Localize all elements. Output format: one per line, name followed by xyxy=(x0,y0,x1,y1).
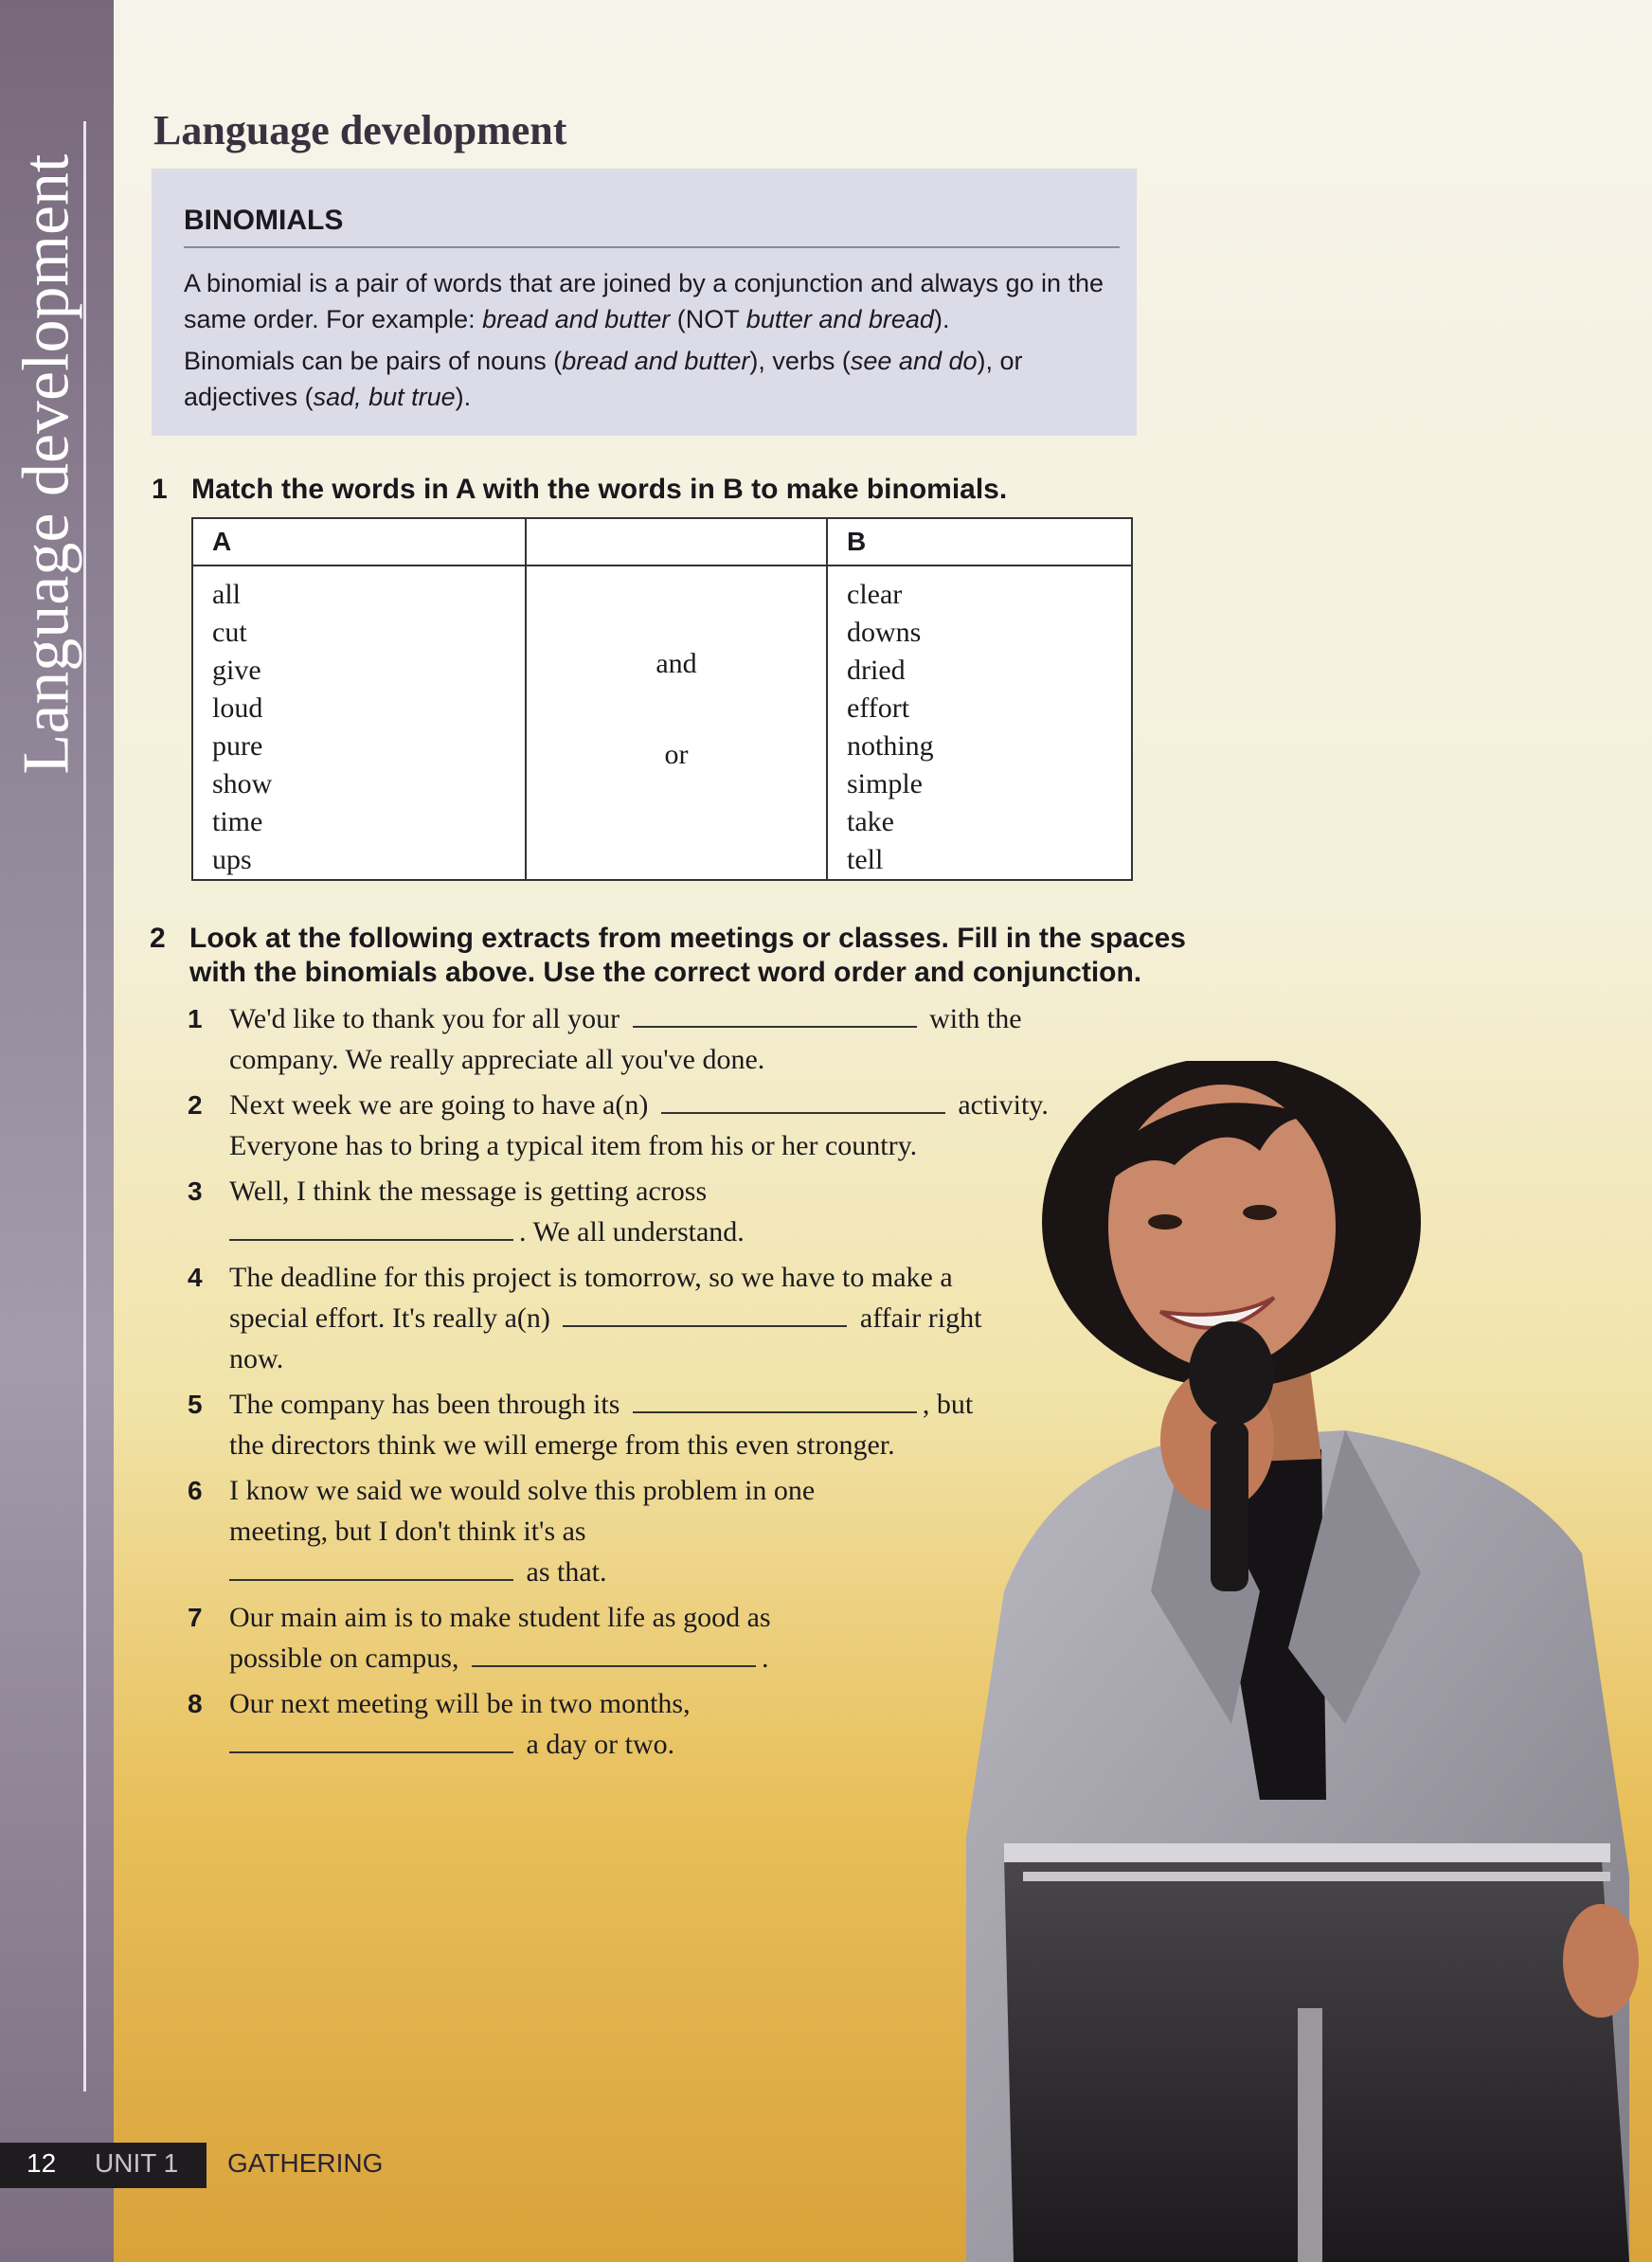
item-text: activity. Everyone has to bring a typical item from his or her country. xyxy=(229,1089,1049,1161)
answer-blank[interactable] xyxy=(229,1727,513,1753)
conjunction-or: or xyxy=(664,739,689,770)
box-paragraph-1 xyxy=(184,265,1122,337)
binomials-table xyxy=(191,517,1133,881)
list-item: tell xyxy=(847,844,884,875)
item-number: 1 xyxy=(188,1004,203,1033)
item-number: 8 xyxy=(188,1689,203,1718)
column-a xyxy=(192,566,526,880)
section-label: GATHERING xyxy=(227,2148,384,2178)
unit-label: UNIT 1 xyxy=(95,2148,179,2178)
exercise-number: 2 xyxy=(150,923,166,954)
answer-blank[interactable] xyxy=(472,1641,756,1667)
item-text: We'd like to thank you for all your xyxy=(229,1003,620,1034)
page-title: Language development xyxy=(153,107,567,153)
text-run: Binomials can be pairs of nouns ( xyxy=(184,347,563,375)
list-item: simple xyxy=(847,768,923,799)
example-italic: sad, but true xyxy=(313,383,456,411)
item-text: a day or two. xyxy=(526,1729,675,1760)
answer-blank[interactable] xyxy=(633,1001,917,1028)
exercise-2-items xyxy=(178,998,1106,1769)
list-item: give xyxy=(212,655,261,686)
text-run: A binomial is a pair of words that are joined by a conjunction and always go in the same order. For example: xyxy=(184,269,1104,333)
text-run: ), or adjectives ( xyxy=(184,347,1023,411)
item-text: Well, I think the message is getting across xyxy=(229,1176,708,1207)
list-item xyxy=(178,1257,1025,1379)
list-item: effort xyxy=(847,692,910,724)
text-run: ), verbs ( xyxy=(749,347,851,375)
text-run: ). xyxy=(455,383,472,411)
conjunction-and: and xyxy=(655,648,697,679)
list-item: ups xyxy=(212,844,252,875)
column-b xyxy=(827,566,1132,880)
sidebar-title xyxy=(10,114,83,815)
item-text: The deadline for this project is tomorrow, so we have to make a special effort. It's really a(n) xyxy=(229,1262,953,1334)
conjunction-header xyxy=(526,518,827,566)
exercise-instruction: Match the words in A with the words in B to make binomials. xyxy=(191,474,1008,505)
example-italic: bread and butter xyxy=(482,305,671,333)
column-b-header: B xyxy=(827,518,1132,566)
item-number: 5 xyxy=(188,1390,203,1419)
list-item xyxy=(178,1597,854,1679)
page-number: 12 xyxy=(27,2148,57,2178)
exercise-instruction-line-2: with the binomials above. Use the correct word order and conjunction. xyxy=(189,957,1142,988)
box-title: BINOMIALS xyxy=(184,205,344,236)
conjunction-column xyxy=(526,566,827,880)
list-item: all xyxy=(212,579,241,610)
item-text: Our next meeting will be in two months, xyxy=(229,1688,691,1719)
box-paragraph-2 xyxy=(184,343,1122,415)
text-run: ). xyxy=(933,305,950,333)
list-item xyxy=(178,1683,854,1765)
list-item: downs xyxy=(847,617,922,648)
example-italic: see and do xyxy=(850,347,978,375)
exercise-instruction-line-1: Look at the following extracts from meetings or classes. Fill in the spaces xyxy=(189,923,1186,954)
box-text xyxy=(184,265,1122,421)
answer-blank[interactable] xyxy=(563,1301,847,1327)
answer-blank[interactable] xyxy=(229,1554,513,1581)
list-item xyxy=(178,1470,835,1592)
item-text: with the company. We really appreciate all you've done. xyxy=(229,1003,1022,1075)
column-a-header: A xyxy=(192,518,526,566)
item-number: 3 xyxy=(188,1176,203,1206)
item-text: Next week we are going to have a(n) xyxy=(229,1089,649,1121)
item-number: 4 xyxy=(188,1263,203,1292)
exercise-number: 1 xyxy=(152,474,168,505)
answer-blank[interactable] xyxy=(633,1387,917,1413)
list-item xyxy=(178,1171,817,1252)
example-italic: bread and butter xyxy=(562,347,750,375)
example-italic: butter and bread xyxy=(745,305,934,333)
list-item: take xyxy=(847,806,894,837)
list-item xyxy=(178,998,1063,1080)
item-text: Our main aim is to make student life as good as possible on campus, xyxy=(229,1602,771,1674)
list-item: cut xyxy=(212,617,247,648)
item-number: 6 xyxy=(188,1476,203,1505)
exercise-2-heading xyxy=(150,921,1186,996)
item-text: . xyxy=(761,1643,769,1674)
box-divider xyxy=(184,246,1120,248)
item-text: , but the directors think we will emerge from this even stronger. xyxy=(229,1389,974,1461)
exercise-1-heading xyxy=(152,472,1137,510)
item-text: affair right now. xyxy=(229,1302,982,1374)
answer-blank[interactable] xyxy=(229,1214,513,1241)
item-text: I know we said we would solve this problem in one meeting, but I don't think it's as xyxy=(229,1475,816,1547)
list-item: pure xyxy=(212,730,263,762)
answer-blank[interactable] xyxy=(661,1087,945,1114)
text-run: (NOT xyxy=(670,305,746,333)
list-item: clear xyxy=(847,579,903,610)
list-item: time xyxy=(212,806,263,837)
item-text: The company has been through its xyxy=(229,1389,620,1420)
list-item: show xyxy=(212,768,273,799)
list-item xyxy=(178,1384,1006,1465)
list-item: dried xyxy=(847,655,906,686)
list-item: loud xyxy=(212,692,263,724)
item-number: 7 xyxy=(188,1603,203,1632)
item-number: 2 xyxy=(188,1090,203,1120)
item-text: . We all understand. xyxy=(519,1216,745,1248)
item-text: as that. xyxy=(526,1556,607,1588)
sidebar xyxy=(0,0,114,2262)
sidebar-title-text: Language development xyxy=(10,153,83,775)
list-item: nothing xyxy=(847,730,934,762)
binomials-info-box xyxy=(152,169,1137,436)
list-item xyxy=(178,1085,1101,1166)
